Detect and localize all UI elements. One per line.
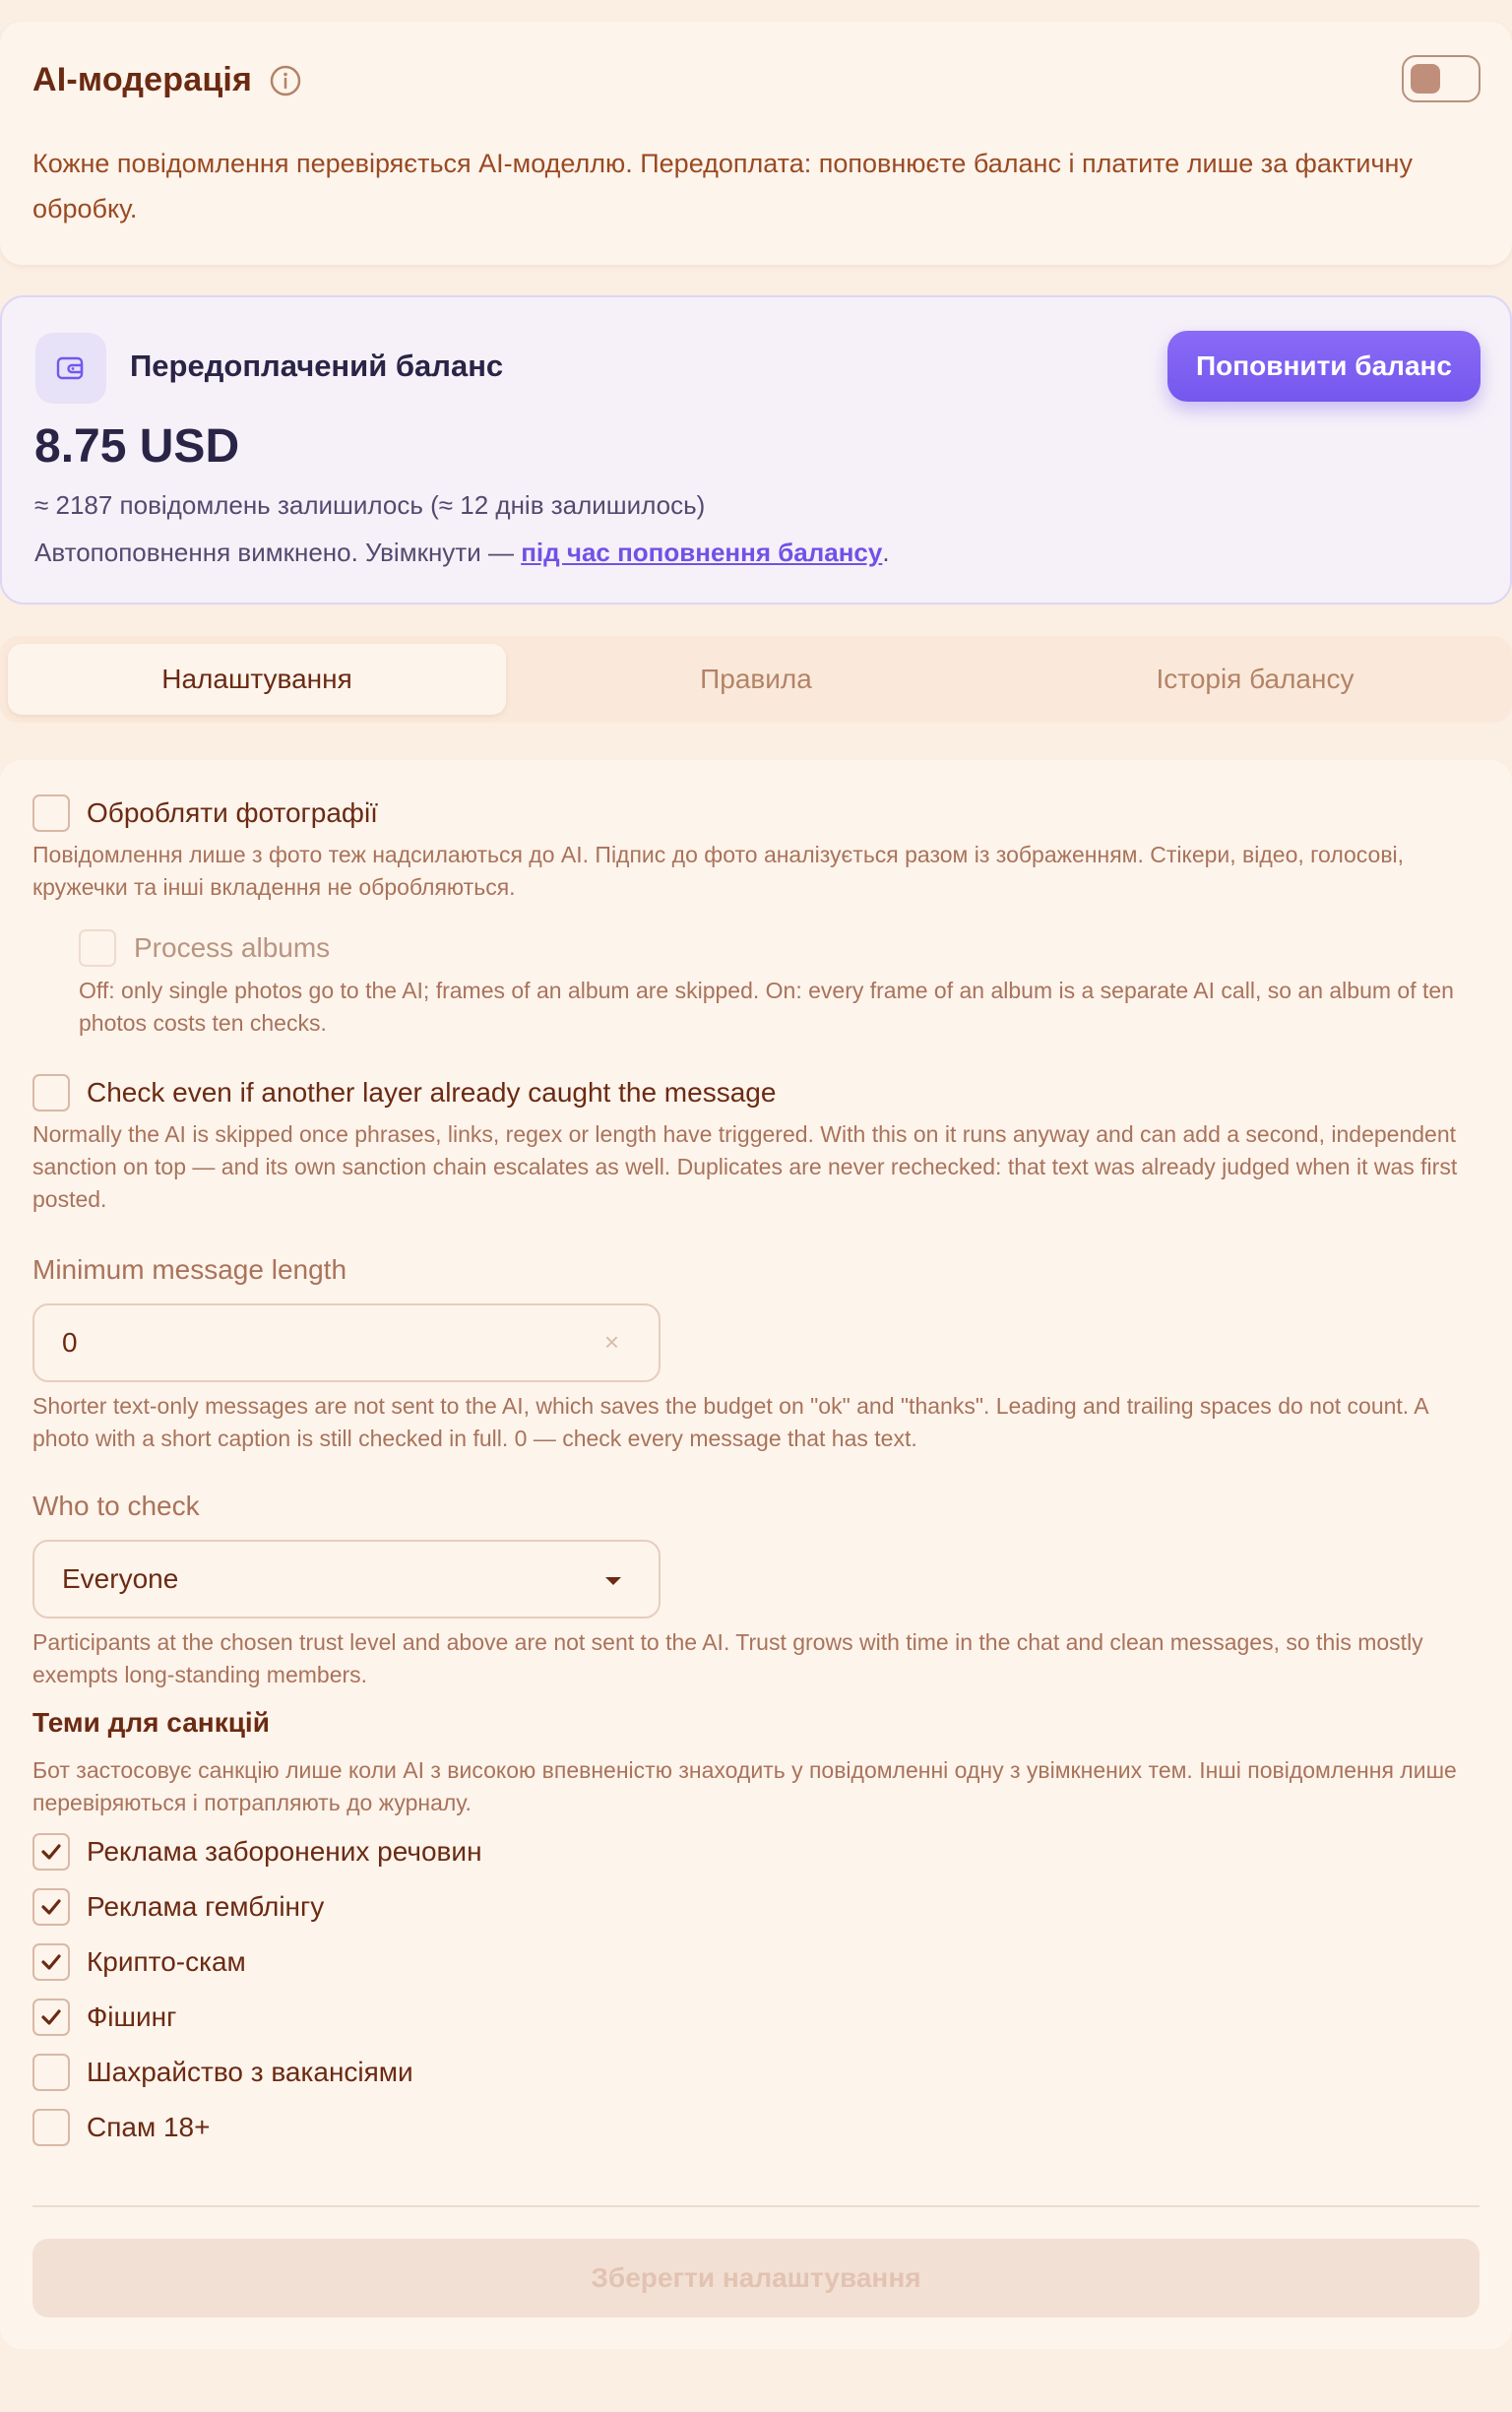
ai-moderation-toggle[interactable] <box>1402 55 1480 102</box>
topic-label: Фішинг <box>87 2001 177 2032</box>
topic-checkbox-crypto-scam[interactable] <box>32 1943 70 1981</box>
autotopup-prefix: Автопоповнення вимкнено. Увімкнути — <box>34 538 522 567</box>
topic-label: Крипто-скам <box>87 1946 246 1977</box>
wallet-icon <box>35 333 106 404</box>
topics-title: Теми для санкцій <box>32 1707 270 1738</box>
min-length-label: Minimum message length <box>32 1254 347 1285</box>
toggle-knob <box>1411 64 1440 94</box>
topic-label: Спам 18+ <box>87 2112 211 2142</box>
divider <box>32 2205 1480 2207</box>
tab-settings[interactable]: Налаштування <box>8 644 506 715</box>
balance-amount: 8.75 USD <box>34 420 240 473</box>
settings-panel <box>0 760 1512 2349</box>
topic-label: Реклама заборонених речовин <box>87 1836 482 1867</box>
min-length-value: 0 <box>62 1327 78 1358</box>
process-photos-label: Обробляти фотографії <box>87 797 378 828</box>
check-even-if-caught-help: Normally the AI is skipped once phrases, links, regex or length have triggered. With this on it runs anyway and can add a second, independent sanction on top — and its own sanction chain escalates as well. Duplicates are never rechecked: that text was already judged when it was first posted. <box>32 1121 1458 1212</box>
tab-rules[interactable]: Правила <box>700 664 812 694</box>
process-photos-help: Повідомлення лише з фото теж надсилаються до AI. Підпис до фото аналізується разом із зображенням. Стікери, відео, голосові, кружечки та інші вкладення не обробляються. <box>32 842 1405 900</box>
tab-balance-history[interactable]: Історія балансу <box>1156 664 1354 694</box>
autotopup-status <box>34 538 890 568</box>
topics-help: Бот застосовує санкцію лише коли AI з високою впевненістю знаходить у повідомленні одну з увімкнених тем. Інші повідомлення лише перевіряються і потрапляють до журналу. <box>32 1757 1457 1815</box>
balance-remaining: ≈ 2187 повідомлень залишилось (≈ 12 днів залишилось) <box>34 490 706 520</box>
min-length-help: Shorter text-only messages are not sent to the AI, which saves the budget on "ok" and "thanks". Leading and trailing spaces do not count. A photo with a short caption is still checked in full. 0 — check every message that has text. <box>32 1393 1428 1451</box>
checkmark-icon <box>38 2004 64 2030</box>
autotopup-link[interactable]: під час поповнення балансу <box>521 538 883 567</box>
topic-checkbox-job-fraud[interactable] <box>32 2054 70 2091</box>
check-even-if-caught-label: Check even if another layer already caught the message <box>87 1077 777 1108</box>
tab-bar <box>0 636 1512 723</box>
process-photos-checkbox[interactable] <box>32 794 70 832</box>
who-to-check-label: Who to check <box>32 1491 200 1521</box>
checkmark-icon <box>38 1839 64 1865</box>
autotopup-suffix: . <box>882 538 890 567</box>
title-row <box>32 61 301 99</box>
topic-checkbox-phishing[interactable] <box>32 1999 70 2036</box>
ai-moderation-card <box>0 22 1512 265</box>
min-length-input[interactable] <box>32 1303 661 1382</box>
page-title: AI-модерація <box>32 61 253 98</box>
checkmark-icon <box>38 1949 64 1975</box>
clear-icon[interactable]: × <box>603 1327 619 1357</box>
topup-balance-button[interactable]: Поповнити баланс <box>1167 331 1480 402</box>
process-albums-help: Off: only single photos go to the AI; frames of an album are skipped. On: every frame of an album is a separate AI call, so an album of ten photos costs ten checks. <box>79 978 1454 1036</box>
info-icon[interactable] <box>270 65 301 96</box>
balance-card <box>0 295 1512 604</box>
topic-label: Реклама гемблінгу <box>87 1891 325 1922</box>
balance-title: Передоплачений баланс <box>130 349 504 383</box>
who-to-check-value: Everyone <box>62 1563 179 1594</box>
checkmark-icon <box>38 1894 64 1920</box>
topic-checkbox-adult-spam[interactable] <box>32 2109 70 2146</box>
chevron-down-icon <box>605 1577 621 1585</box>
who-to-check-help: Participants at the chosen trust level and above are not sent to the AI. Trust grows with time in the chat and clean messages, so this mostly exempts long-standing members. <box>32 1629 1423 1687</box>
topic-checkbox-gambling[interactable] <box>32 1888 70 1926</box>
topic-checkbox-drugs[interactable] <box>32 1833 70 1871</box>
process-albums-checkbox[interactable] <box>79 929 116 967</box>
save-settings-button[interactable]: Зберегти налаштування <box>32 2239 1480 2317</box>
process-albums-label: Process albums <box>134 932 331 963</box>
moderation-description: Кожне повідомлення перевіряється AI-моделлю. Передоплата: поповнюєте баланс і платите лише за фактичну обробку. <box>32 149 1413 223</box>
topic-label: Шахрайство з вакансіями <box>87 2057 413 2087</box>
check-even-if-caught-checkbox[interactable] <box>32 1074 70 1111</box>
who-to-check-select[interactable] <box>32 1540 661 1619</box>
